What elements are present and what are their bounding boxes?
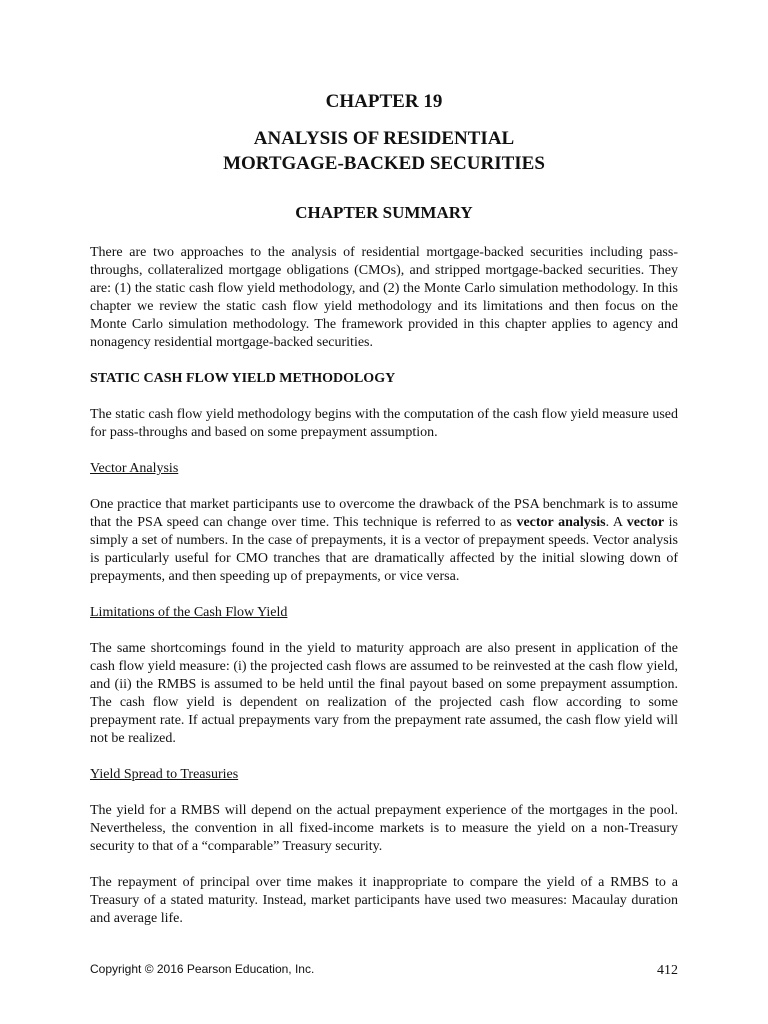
vector-analysis-paragraph xyxy=(90,496,678,586)
yield-spread-paragraph-1: The yield for a RMBS will depend on the actual prepayment experience of the mortgages in the pool. Nevertheless, the convention in all fixed-income markets is to measure the yield on a non-Treasury security to that of a “comparable” Treasury security. xyxy=(90,803,678,854)
chapter-title-line-1: ANALYSIS OF RESIDENTIAL xyxy=(253,128,515,149)
vector-term: vector xyxy=(626,515,665,530)
document-page xyxy=(90,90,678,946)
chapter-title-line-2: MORTGAGE-BACKED SECURITIES xyxy=(223,153,545,174)
vector-analysis-term: vector analysis xyxy=(516,515,606,530)
limitations-paragraph: The same shortcomings found in the yield to maturity approach are also present in application of the cash flow yield measure: (i) the projected cash flows are assumed to be reinvested at the cash flow yield, and (ii) the RMBS is assumed to be held until the final payout based on some prepayment assumption. The cash flow yield is dependent on realization of the projected cash flow according to some prepayment rate. If actual prepayments vary from the prepayment rate assumed, the cash flow yield will not be realized. xyxy=(90,641,678,746)
chapter-number: CHAPTER 19 xyxy=(325,91,443,112)
chapter-title xyxy=(90,126,678,176)
limitations-heading: Limitations of the Cash Flow Yield xyxy=(90,605,288,620)
intro-paragraph: There are two approaches to the analysis of residential mortgage-backed securities including pass-throughs, collateralized mortgage obligations (CMOs), and stripped mortgage-backed securities. They are: (1) the static cash flow yield methodology, and (2) the Monte Carlo simulation methodology. In this chapter we review the static cash flow yield methodology and its limitations and then focus on the Monte Carlo simulation methodology. The framework provided in this chapter applies to agency and nonagency residential mortgage-backed securities. xyxy=(90,245,678,350)
yield-spread-paragraph-2: The repayment of principal over time makes it inappropriate to compare the yield of a RMBS to a Treasury of a stated maturity. Instead, market participants have used two measures: Macaulay duration and average life. xyxy=(90,875,678,926)
page-number: 412 xyxy=(657,963,678,978)
static-method-paragraph: The static cash flow yield methodology begins with the computation of the cash flow yield measure used for pass-throughs and based on some prepayment assumption. xyxy=(90,407,678,440)
copyright-notice: Copyright © 2016 Pearson Education, Inc. xyxy=(90,962,315,976)
vector-text-3: is simply a set of numbers. In the case of prepayments, it is a vector of prepayment speeds. Vector analysis is particularly useful for CMO tranches that are dramatically affected by the initial slowing down of prepayments, and then speeding up of prepayments, or vice versa. xyxy=(90,515,679,584)
vector-text-2: . A xyxy=(605,515,627,530)
yield-spread-heading: Yield Spread to Treasuries xyxy=(90,767,239,782)
static-method-heading: STATIC CASH FLOW YIELD METHODOLOGY xyxy=(90,371,396,386)
chapter-summary-heading: CHAPTER SUMMARY xyxy=(295,203,473,222)
vector-analysis-heading: Vector Analysis xyxy=(90,461,179,476)
vector-text-1: One practice that market participants use to overcome the drawback of the PSA benchmark is to assume that the PSA speed can change over time. This technique is referred to as xyxy=(90,497,678,530)
